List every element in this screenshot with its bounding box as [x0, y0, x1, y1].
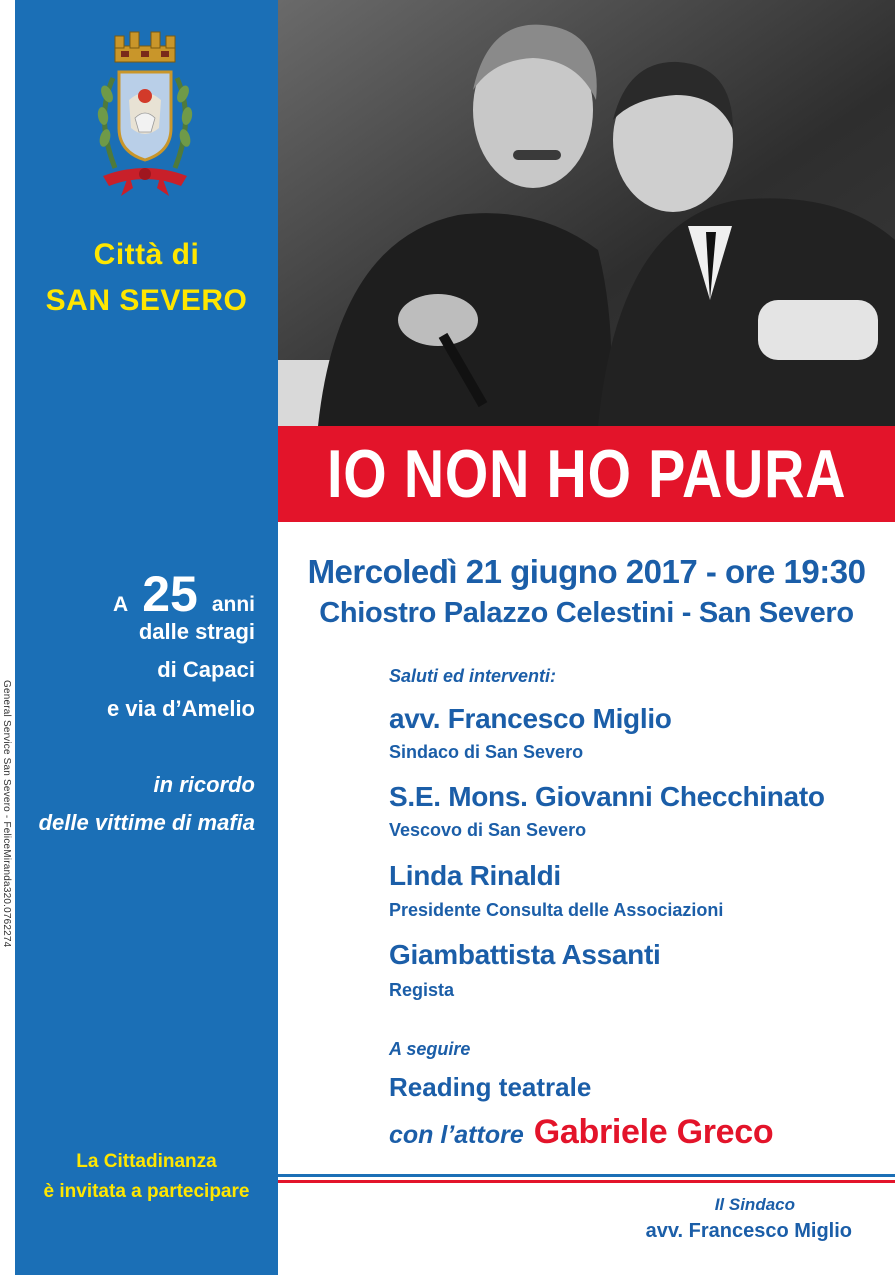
event-title: IO NON HO PAURA — [326, 436, 847, 512]
coat-of-arms-icon — [85, 28, 205, 200]
actor-line — [389, 1113, 773, 1152]
event-location: Chiostro Palazzo Celestini - San Severo — [319, 597, 854, 629]
anniversary-unit: anni — [211, 593, 255, 616]
anniversary-number: 25 — [142, 566, 198, 622]
event-date-time: Mercoledì 21 giugno 2017 - ore 19:30 — [307, 553, 866, 590]
speaker-role: Vescovo di San Severo — [389, 820, 587, 840]
header-photo — [278, 0, 895, 426]
memorial-line-1: dalle stragi — [138, 619, 255, 644]
speaker-role: Presidente Consulta delle Associazioni — [389, 900, 724, 920]
title-banner — [278, 426, 895, 522]
anniversary-prefix: A — [113, 593, 129, 616]
separator-blue — [278, 1174, 895, 1177]
vertical-credit — [0, 680, 15, 980]
memorial-line-3: e via d’Amelio — [107, 696, 255, 721]
following-label: A seguire — [389, 1039, 471, 1059]
greetings-label: Saluti ed interventi: — [389, 666, 557, 686]
invite-line-1: La Cittadinanza — [76, 1151, 217, 1172]
signature-name: avv. Francesco Miglio — [645, 1220, 852, 1242]
anniversary-line — [113, 565, 255, 623]
credit-text: General Service San Severo - FeliceMiranda320.0762274 — [1, 680, 12, 948]
city-name-line1: Città di — [93, 238, 200, 271]
speaker-name: Linda Rinaldi — [389, 860, 561, 891]
speaker-name: S.E. Mons. Giovanni Checchinato — [389, 781, 825, 812]
memorial-line-2: di Capaci — [157, 657, 255, 682]
reading-title: Reading teatrale — [389, 1072, 592, 1102]
speaker-role: Sindaco di San Severo — [389, 742, 584, 762]
city-name-line2: SAN SEVERO — [45, 284, 248, 317]
invite-line-2: è invitata a partecipare — [43, 1181, 250, 1202]
speaker-role: Regista — [389, 980, 455, 1000]
separator-red — [278, 1180, 895, 1183]
speaker-name: Giambattista Assanti — [389, 939, 661, 970]
photo-illustration — [278, 0, 895, 426]
speaker-name: avv. Francesco Miglio — [389, 703, 672, 734]
actor-label: con l’attore — [389, 1121, 524, 1149]
remembrance-line-1: in ricordo — [153, 772, 255, 797]
remembrance-line-2: delle vittime di mafia — [38, 810, 255, 835]
signature-title: Il Sindaco — [714, 1195, 795, 1214]
actor-name: Gabriele Greco — [533, 1113, 774, 1151]
